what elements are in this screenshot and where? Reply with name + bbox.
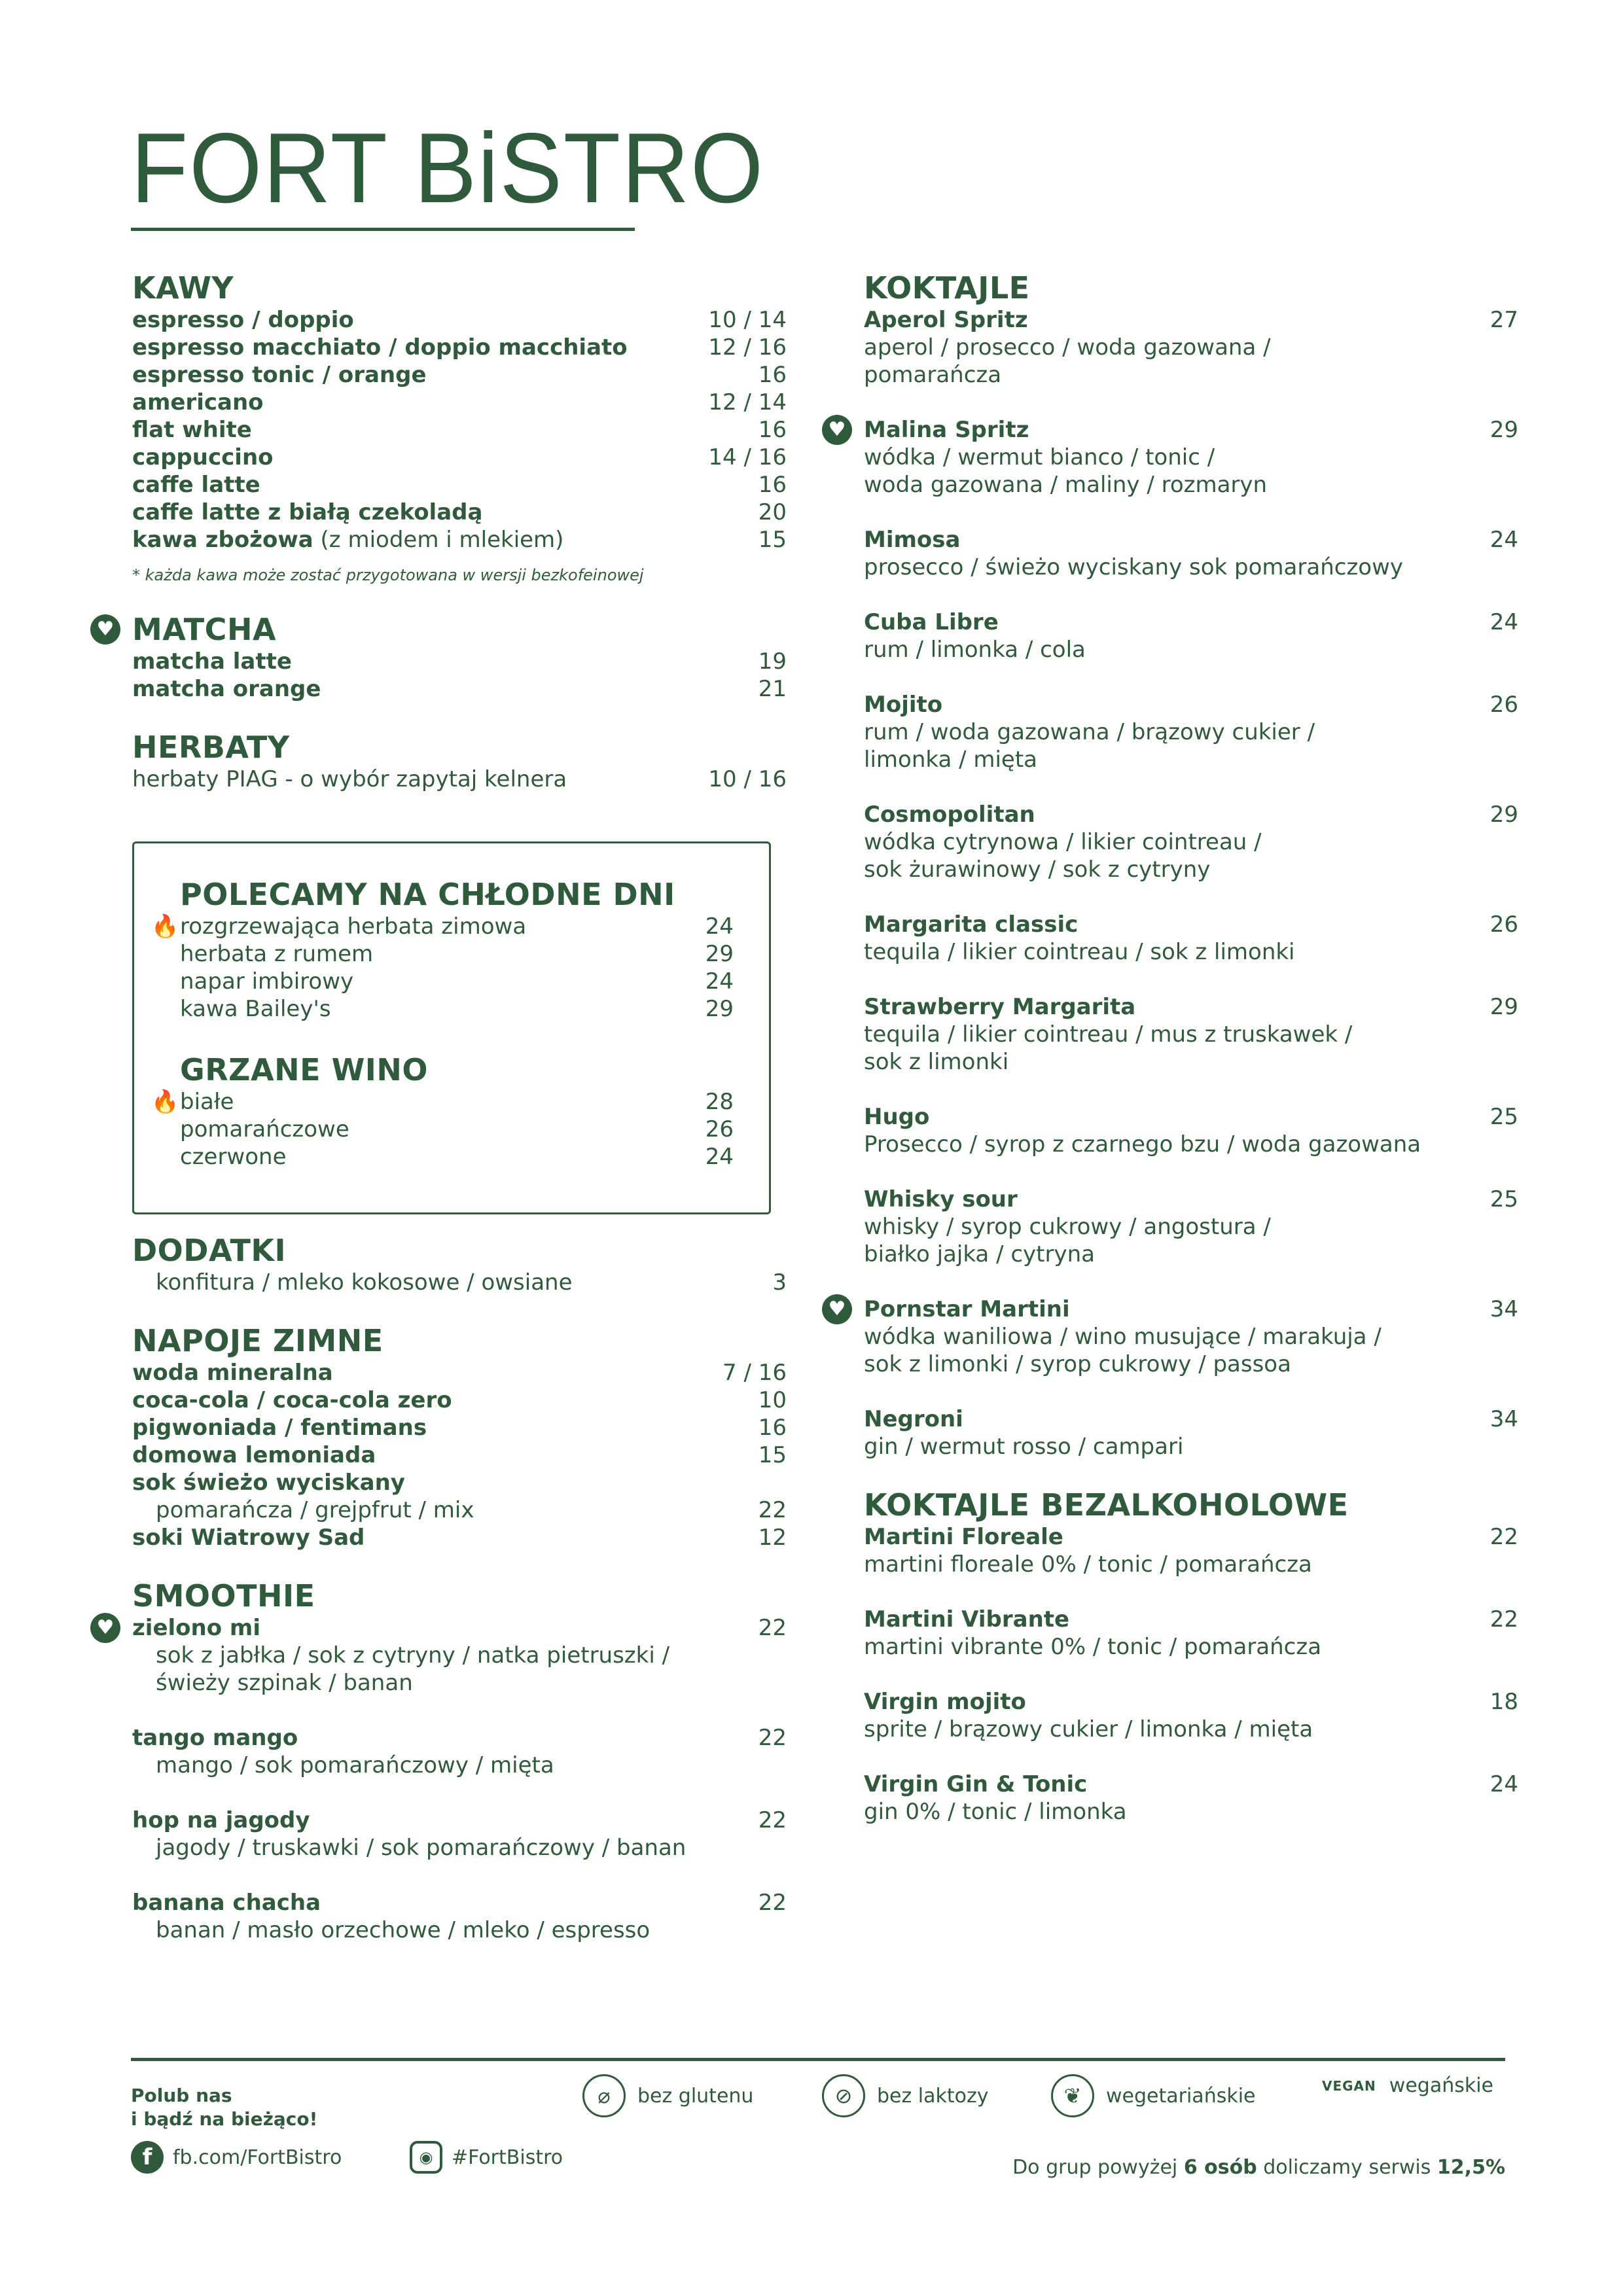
section-title: NAPOJE ZIMNE — [132, 1323, 383, 1358]
heart-icon: ♥ — [822, 415, 852, 445]
menu-item: pomarańczowe 26 — [180, 1116, 734, 1142]
legend-lactose-free: ⊘ bez laktozy — [822, 2074, 989, 2117]
item-description: rum / woda gazowana / brązowy cukier / — [864, 719, 1315, 745]
menu-item: Martini Floreale 22 — [864, 1524, 1518, 1550]
legend-vegan: VEGAN wegańskie — [1322, 2074, 1494, 2097]
item-description: wódka / wermut bianco / tonic / — [864, 444, 1215, 470]
heart-icon: ♥ — [90, 614, 120, 645]
logo — [131, 113, 765, 231]
section-koktajle-bezalkoholowe — [864, 1487, 1518, 1826]
menu-item: ♥ zielono mi 22 — [132, 1614, 787, 1642]
service-charge-note: Do grup powyżej 6 osób doliczamy serwis 12,5% — [1012, 2156, 1505, 2179]
winter-specials-content — [151, 876, 734, 1171]
menu-item: kawa zbożowa (z miodem i mlekiem) 15 — [132, 527, 787, 553]
legend-gluten-free: ⌀ bez glutenu — [582, 2074, 753, 2117]
section-grzane-wino — [151, 1051, 734, 1171]
heart-icon: ♥ — [90, 1613, 120, 1643]
menu-item: pomarańcza / grejpfrut / mix 22 — [156, 1497, 787, 1523]
menu-item: 🔥 rozgrzewająca herbata zimowa 24 — [151, 913, 734, 940]
menu-item: espresso / doppio 10 / 14 — [132, 307, 787, 333]
section-title: MATCHA — [132, 612, 277, 647]
left-column — [96, 270, 787, 793]
menu-item: espresso macchiato / doppio macchiato 12 / 16 — [132, 334, 787, 361]
section-kawy — [132, 270, 787, 585]
flame-icon: 🔥 — [151, 913, 179, 940]
menu-item: Mojito 26 — [864, 692, 1518, 718]
section-polecamy — [151, 876, 734, 1023]
menu-item: kawa Bailey's 29 — [180, 996, 734, 1022]
item-description: sok żurawinowy / sok z cytryny — [864, 857, 1211, 883]
menu-item: Virgin mojito 18 — [864, 1689, 1518, 1715]
menu-item: cappuccino 14 / 16 — [132, 444, 787, 470]
item-description: martini vibrante 0% / tonic / pomarańcza — [864, 1634, 1322, 1660]
winter-specials-box — [132, 841, 771, 1214]
item-description: wódka cytrynowa / likier cointreau / — [864, 829, 1262, 855]
item-description: sprite / brązowy cukier / limonka / mięta — [864, 1716, 1313, 1742]
menu-item: flat white 16 — [132, 417, 787, 443]
item-description: tequila / likier cointreau / sok z limonki — [864, 939, 1295, 965]
item-description: aperol / prosecco / woda gazowana / — [864, 334, 1271, 361]
section-matcha — [96, 611, 787, 703]
follow-us: Polub nas i bądź na bieżąco! — [131, 2085, 318, 2130]
legend-vegetarian: ❦ wegetariańskie — [1051, 2074, 1256, 2117]
item-description: whisky / syrop cukrowy / angostura / — [864, 1214, 1271, 1240]
footer-divider — [131, 2058, 1505, 2061]
menu-item: 🔥 białe 28 — [151, 1089, 734, 1115]
lactose-free-icon: ⊘ — [822, 2074, 865, 2117]
menu-item: Whisky sour 25 — [864, 1186, 1518, 1212]
menu-item: Aperol Spritz 27 — [864, 307, 1518, 333]
item-description: białko jajka / cytryna — [864, 1241, 1095, 1267]
right-column — [828, 270, 1518, 1826]
left-column-lower — [96, 1232, 787, 1944]
item-description: tequila / likier cointreau / mus z truskawek / — [864, 1021, 1353, 1048]
menu-item: pigwoniada / fentimans 16 — [132, 1415, 787, 1441]
item-description: jagody / truskawki / sok pomarańczowy / banan — [156, 1835, 687, 1861]
menu-item: banana chacha 22 — [132, 1890, 787, 1916]
logo-underline — [131, 228, 635, 231]
menu-item: coca-cola / coca-cola zero 10 — [132, 1387, 787, 1413]
section-title: SMOOTHIE — [132, 1578, 315, 1614]
section-title: DODATKI — [132, 1233, 287, 1268]
menu-item: Virgin Gin & Tonic 24 — [864, 1771, 1518, 1797]
menu-item: herbaty PIAG - o wybór zapytaj kelnera 10 / 16 — [132, 766, 787, 792]
item-description: banan / masło orzechowe / mleko / espresso — [156, 1917, 651, 1943]
item-description: mango / sok pomarańczowy / mięta — [156, 1752, 554, 1778]
menu-item: matcha latte 19 — [132, 648, 787, 675]
section-title: KOKTAJLE BEZALKOHOLOWE — [864, 1487, 1349, 1523]
facebook-link[interactable]: f fb.com/FortBistro — [131, 2141, 342, 2174]
section-title: GRZANE WINO — [180, 1052, 429, 1087]
menu-item: matcha orange 21 — [132, 676, 787, 702]
section-title: KAWY — [132, 270, 234, 306]
item-description: sok z jabłka / sok z cytryny / natka pietruszki / — [156, 1642, 670, 1669]
section-smoothie — [96, 1578, 787, 1944]
menu-item: Cuba Libre 24 — [864, 609, 1518, 635]
section-koktajle — [828, 270, 1518, 1460]
leaf-icon: ❦ — [1051, 2074, 1094, 2117]
section-napoje-zimne — [132, 1322, 787, 1551]
decaf-note: * każda kawa może zostać przygotowana w wersji bezkofeinowej — [132, 566, 644, 584]
menu-item: herbata z rumem 29 — [180, 941, 734, 967]
menu-item: Hugo 25 — [864, 1104, 1518, 1130]
section-title: KOKTAJLE — [864, 270, 1030, 306]
section-dodatki — [132, 1232, 787, 1296]
item-description: sok z limonki / syrop cukrowy / passoa — [864, 1351, 1291, 1377]
menu-item: Strawberry Margarita 29 — [864, 994, 1518, 1020]
vegan-icon: VEGAN — [1322, 2077, 1376, 2094]
menu-item: Negroni 34 — [864, 1406, 1518, 1432]
item-description: Prosecco / syrop z czarnego bzu / woda gazowana — [864, 1131, 1421, 1157]
menu-item: ♥ Pornstar Martini 34 — [864, 1296, 1518, 1323]
item-description: limonka / mięta — [864, 747, 1038, 773]
menu-item: hop na jagody 22 — [132, 1807, 787, 1833]
menu-item: napar imbirowy 24 — [180, 968, 734, 995]
section-herbaty — [132, 729, 787, 793]
brand-name: FORT BiSTRO — [131, 113, 765, 224]
menu-item: Cosmopolitan 29 — [864, 802, 1518, 828]
menu-item: Mimosa 24 — [864, 527, 1518, 553]
menu-item: Martini Vibrante 22 — [864, 1606, 1518, 1633]
item-description: wódka waniliowa / wino musujące / marakuja / — [864, 1324, 1382, 1350]
menu-item: espresso tonic / orange 16 — [132, 362, 787, 388]
menu-item: soki Wiatrowy Sad 12 — [132, 1525, 787, 1551]
section-title: HERBATY — [132, 730, 290, 765]
instagram-link[interactable]: ◉ #FortBistro — [410, 2141, 563, 2174]
menu-item: tango mango 22 — [132, 1725, 787, 1751]
item-description: rum / limonka / cola — [864, 637, 1086, 663]
menu-item: domowa lemoniada 15 — [132, 1442, 787, 1468]
menu-item: caffe latte z białą czekoladą 20 — [132, 499, 787, 525]
menu-item: ♥ Malina Spritz 29 — [864, 416, 1518, 444]
flame-icon: 🔥 — [151, 1089, 179, 1115]
menu-item: konfitura / mleko kokosowe / owsiane 3 — [156, 1269, 787, 1296]
menu-item: caffe latte 16 — [132, 472, 787, 498]
instagram-icon: ◉ — [410, 2141, 442, 2174]
menu-item: woda mineralna 7 / 16 — [132, 1360, 787, 1386]
item-description: pomarańcza — [864, 362, 1002, 388]
heart-icon: ♥ — [822, 1294, 852, 1324]
menu-item: sok świeżo wyciskany — [132, 1470, 405, 1496]
item-description: prosecco / świeżo wyciskany sok pomarańczowy — [864, 554, 1404, 580]
item-description: woda gazowana / maliny / rozmaryn — [864, 472, 1268, 498]
section-title: POLECAMY NA CHŁODNE DNI — [180, 877, 675, 912]
menu-item: Margarita classic 26 — [864, 911, 1518, 938]
item-description: martini floreale 0% / tonic / pomarańcza — [864, 1551, 1312, 1578]
item-description: świeży szpinak / banan — [156, 1670, 413, 1696]
item-description: gin / wermut rosso / campari — [864, 1434, 1184, 1460]
menu-item: americano 12 / 14 — [132, 389, 787, 415]
gluten-free-icon: ⌀ — [582, 2074, 626, 2117]
item-description: sok z limonki — [864, 1049, 1009, 1075]
item-description: gin 0% / tonic / limonka — [864, 1799, 1127, 1825]
facebook-icon: f — [131, 2141, 164, 2174]
menu-item: czerwone 24 — [180, 1144, 734, 1170]
